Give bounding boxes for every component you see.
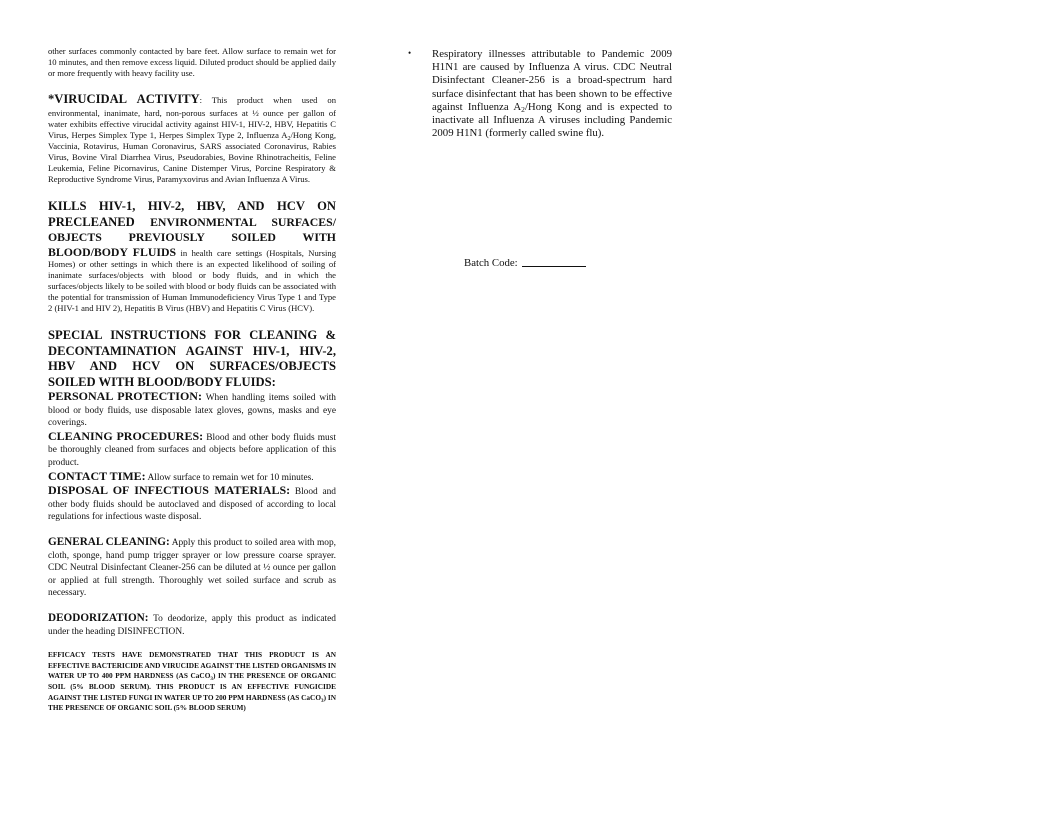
virucidal-body-a: This product when used on environmental, inanimate, hard, non-porous surfaces at ½ ounce per gallon of water exhibits effective virucidal activity against HIV-1, HIV-2, HBV, Hepatitis C Virus, Herpes Simplex Type 1, Herpes Simplex Type 2, Influenza A [48, 95, 336, 140]
pandemic-text-b: /Hong Kong and is expected to inactivate all Influenza A viruses including Pandemic 2009 H1N1 (formerly called swine flu). [432, 100, 672, 140]
kills-heading-a: KILLS HIV-1, HIV-2, HBV, AND HCV ON PRECLEANED [48, 199, 336, 229]
deodorization [48, 612, 336, 638]
left-column [48, 46, 336, 714]
kills-section [48, 199, 336, 314]
virucidal-heading: *VIRUCIDAL ACTIVITY [48, 92, 200, 107]
virucidal-body-b: /Hong Kong, Vaccinia, Rotavirus, Human Coronavirus, SARS associated Coronavirus, Rabies Virus, Bovine Viral Diarrhea Virus, Pseudorabies, Bovine Rhinotracheitis, Feline Leukemia, Feline Picornavirus, Canine Distemper Virus, Porcine Respiratory & Reproductive Syndrome Virus, Paramyxovirus and Avian Influenza A Virus. [48, 129, 336, 185]
virucidal-subscript: 2 [287, 135, 291, 142]
batch-code-label: Batch Code: [464, 257, 518, 269]
cleaning-procedures-heading: CLEANING PROCEDURES: [48, 428, 204, 443]
general-cleaning-heading: GENERAL CLEANING: [48, 536, 170, 549]
general-cleaning-body: Apply this product to soiled area with mop, cloth, sponge, hand pump trigger sprayer or low pressure coarse sprayer. CDC Neutral Disinfectant Cleaner-256 can be diluted at ½ ounce per gallon or applied at full strength. Thoroughly wet soiled surface and scrub as necessary. [48, 538, 336, 599]
disposal [48, 484, 336, 524]
efficacy-statement [48, 650, 336, 714]
contact-time-heading: CONTACT TIME: [48, 468, 146, 483]
contact-time [48, 470, 336, 485]
pandemic-subscript: 2 [521, 104, 525, 114]
cleaning-procedures-body: Blood and other body fluids must be thoroughly cleaned from surfaces and objects before application of this product. [48, 432, 336, 469]
virucidal-section [48, 92, 336, 185]
disposal-heading: DISPOSAL OF INFECTIOUS MATERIALS: [48, 483, 291, 498]
contact-time-body: Allow surface to remain wet for 10 minutes. [145, 472, 314, 483]
personal-protection-body: When handling items soiled with blood or body fluids, use disposable latex gloves, gowns, masks and eye coverings. [48, 393, 336, 429]
intro-paragraph: other surfaces commonly contacted by bare feet. Allow surface to remain wet for 10 minutes, and then remove excess liquid. Diluted product should be applied daily or more frequently with heavy facility use. [48, 46, 336, 79]
kills-body: in health care settings (Hospitals, Nursing Homes) or other settings in which there is an expected likelihood of soiling of inanimate surfaces/objects with blood or body fluids, and in which the surfaces/objects likely to be soiled with blood or body fluids can be associated with the potential for transmission of Human Immunodeficiency Virus Type 1 and Type 2 (HIV-1 and HIV 2), Hepatitis B Virus (HBV) and Hepatitis C Virus (HCV). [48, 247, 336, 313]
efficacy-sub-1: 3 [210, 676, 213, 683]
virucidal-colon: : [199, 95, 202, 106]
batch-code-blank [522, 266, 586, 267]
special-instructions-heading: SPECIAL INSTRUCTIONS FOR CLEANING & DECONTAMINATION AGAINST HIV-1, HIV-2, HBV AND HCV ON SURFACES/OBJECTS SOILED WITH BLOOD/BODY FLUIDS: [48, 328, 336, 389]
disposal-body: Blood and other body fluids should be autoclaved and disposed of according to local regulations for infectious waste disposal. [48, 487, 336, 523]
efficacy-sub-2: 3 [321, 697, 324, 704]
deodorization-heading: DEODORIZATION: [48, 612, 149, 624]
bullet-icon: • [408, 48, 412, 58]
efficacy-a: EFFICACY TESTS HAVE DEMONSTRATED THAT THIS PRODUCT IS AN EFFECTIVE BACTERICIDE AND VIRUCIDE AGAINST THE LISTED ORGANISMS IN WATER UP TO 400 PPM HARDNESS (AS CaCO [48, 650, 336, 681]
personal-protection [48, 390, 336, 430]
efficacy-b: ) IN THE PRESENCE OF ORGANIC SOIL (5% BLOOD SERUM). THIS PRODUCT IS AN EFFECTIVE FUNGICIDE AGAINST THE LISTED FUNGI IN WATER UP TO 200 PPM HARDNESS (AS CaCO [48, 671, 337, 702]
deodorization-body: To deodorize, apply this product as indicated under the heading DISINFECTION. [48, 614, 336, 637]
personal-protection-heading: PERSONAL PROTECTION: [48, 389, 202, 404]
kills-heading-b: ENVIRONMENTAL SURFACES/ OBJECTS PREVIOUSLY SOILED WITH BLOOD/BODY FLUIDS [48, 214, 336, 259]
efficacy-c: ) IN THE PRESENCE OF ORGANIC SOIL (5% BLOOD SERUM) [48, 692, 336, 713]
right-column [408, 48, 672, 140]
cleaning-procedures [48, 430, 336, 470]
general-cleaning [48, 536, 336, 600]
batch-code [464, 257, 586, 269]
pandemic-text-a: Respiratory illnesses attributable to Pandemic 2009 H1N1 are caused by Influenza A virus. CDC Neutral Disinfectant Cleaner-256 is a broad-spectrum hard surface disinfectant that has been shown to be effective against Influenza A [432, 48, 672, 113]
pandemic-paragraph [432, 48, 672, 140]
